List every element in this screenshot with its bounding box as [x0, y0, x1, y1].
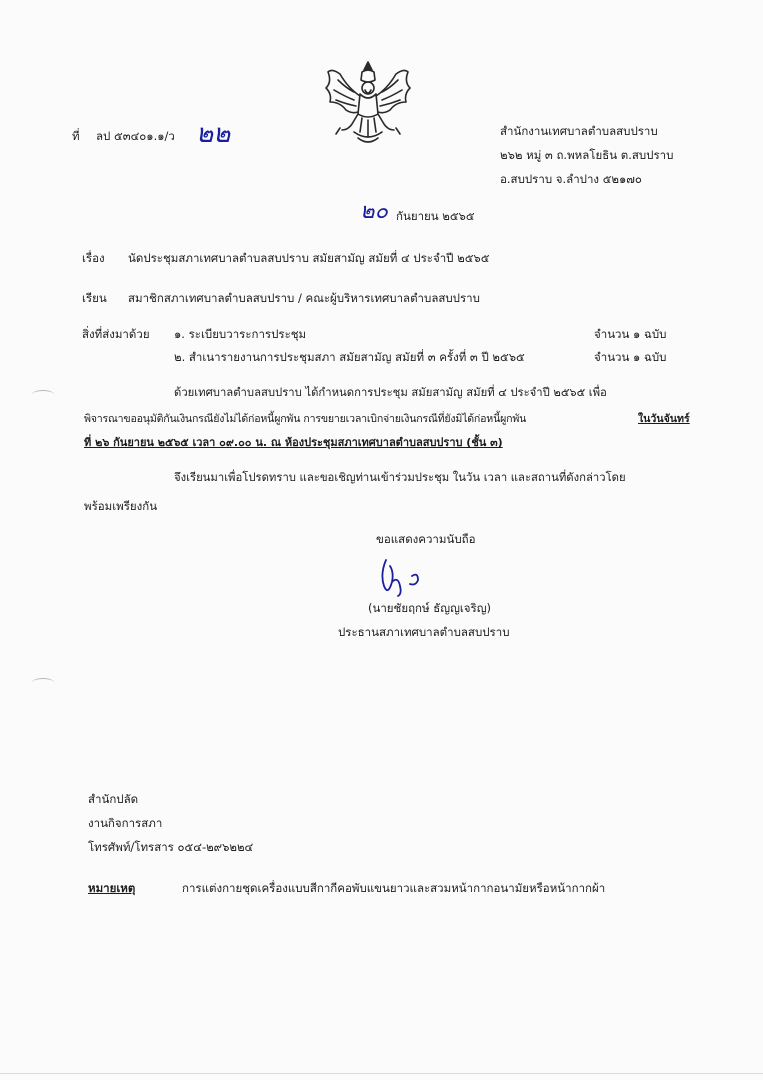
garuda-emblem [318, 58, 418, 150]
to-label: เรียน [82, 291, 107, 305]
scan-edge [0, 1073, 763, 1074]
body-para1-line2: พิจารณาขออนุมัติกันเงินกรณียังไม่ได้ก่อหนี้ผูกพัน การขยายเวลาเบิกจ่ายเงินกรณีที่ยังมิได้ก่อหนี้ผูกพัน [84, 413, 527, 425]
enclosure-item-1: ๑. ระเบียบวาระการประชุม [174, 327, 307, 341]
office-address-line-1: สำนักงานเทศบาลตำบลสบปราบ [500, 124, 658, 138]
note-label: หมายเหตุ [88, 881, 136, 895]
closing-salutation: ขอแสดงความนับถือ [376, 532, 476, 546]
note-text: การแต่งกายชุดเครื่องแบบสีกากีคอพับแขนยาวและสวมหน้ากากอนามัยหรือหน้ากากผ้า [182, 881, 606, 895]
subject-label: เรื่อง [82, 251, 105, 265]
body-para1-line1: ด้วยเทศบาลตำบลสบปราบ ได้กำหนดการประชุม สมัยสามัญ สมัยที่ ๔ ประจำปี ๒๕๖๕ เพื่อ [174, 386, 607, 399]
enclosure-item-2: ๒. สำเนารายงานการประชุมสภา สมัยสามัญ สมัยที่ ๓ ครั้งที่ ๓ ปี ๒๕๖๕ [174, 350, 525, 364]
meeting-date-time-place: ที่ ๒๖ กันยายน ๒๕๖๕ เวลา ๐๙.๐๐ น. ณ ห้องประชุมสภาเทศบาลตำบลสบปราบ (ชั้น ๓) [84, 436, 503, 449]
meeting-day: ในวันจันทร์ [638, 413, 690, 425]
punch-hole-mark [32, 678, 54, 687]
body-para2-line1: จึงเรียนมาเพื่อโปรดทราบ และขอเชิญท่านเข้าร่วมประชุม ในวัน เวลา และสถานที่ดังกล่าวโดย [174, 471, 626, 484]
to-text: สมาชิกสภาเทศบาลตำบลสบปราบ / คณะผู้บริหารเทศบาลตำบลสบปราบ [128, 291, 480, 305]
punch-hole-mark [32, 390, 54, 399]
date-day-handwritten: ๒๐ [360, 199, 388, 224]
enclosure-label: สิ่งที่ส่งมาด้วย [82, 327, 150, 341]
date-month-year: กันยายน ๒๕๖๕ [396, 209, 475, 223]
ref-number-handwritten: ๒๒ [196, 119, 231, 149]
signer-position: ประธานสภาเทศบาลตำบลสบปราบ [338, 625, 510, 639]
subject-text: นัดประชุมสภาเทศบาลตำบลสบปราบ สมัยสามัญ สมัยที่ ๔ ประจำปี ๒๕๖๕ [128, 251, 490, 265]
ref-number: ลป ๕๓๔๐๑.๑/ว [96, 129, 175, 143]
footer-section: งานกิจการสภา [88, 816, 163, 830]
ref-label: ที่ [72, 129, 80, 143]
enclosure-item-1-qty: จำนวน ๑ ฉบับ [594, 327, 667, 341]
signer-name: (นายชัยฤกษ์ ธัญญเจริญ) [368, 601, 491, 615]
footer-department: สำนักปลัด [88, 792, 139, 806]
signature [372, 556, 442, 600]
enclosure-item-2-qty: จำนวน ๑ ฉบับ [594, 350, 667, 364]
office-address-line-2: ๒๖๒ หมู่ ๓ ถ.พหลโยธิน ต.สบปราบ [500, 148, 674, 162]
office-address-line-3: อ.สบปราบ จ.ลำปาง ๕๒๑๗๐ [500, 172, 642, 186]
body-para2-line2: พร้อมเพรียงกัน [84, 499, 158, 513]
footer-phone: โทรศัพท์/โทรสาร ๐๕๔-๒๙๖๒๒๔ [88, 840, 254, 854]
